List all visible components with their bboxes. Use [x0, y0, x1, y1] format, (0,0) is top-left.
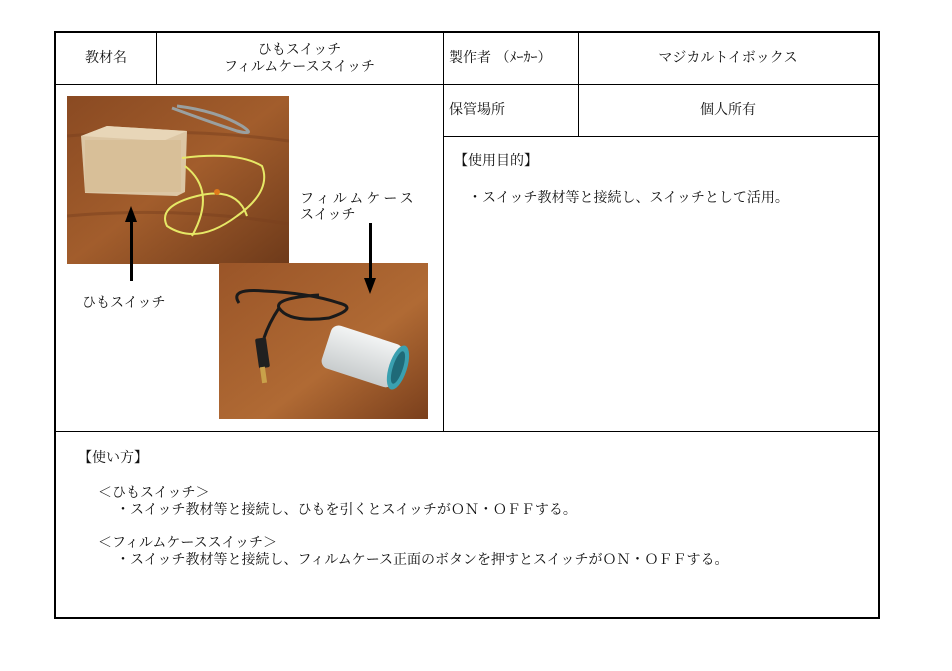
row-divider-2	[443, 136, 878, 137]
usage-item2-title: ＜フィルムケーススイッチ＞	[98, 535, 278, 551]
arrow-up-head	[125, 206, 137, 222]
purpose-text: ・スイッチ教材等と接続し、スイッチとして活用。	[468, 190, 789, 206]
purpose-heading: 【使用目的】	[454, 153, 538, 169]
usage-heading: 【使い方】	[78, 450, 148, 466]
col-divider-2	[443, 33, 444, 431]
maker-value: マジカルトイボックス	[658, 50, 798, 66]
material-label: 教材名	[85, 50, 127, 66]
usage-item2-text: ・スイッチ教材等と接続し、フィルムケース正面のボタンを押すとスイッチがＯＮ・ＯＦＦする。	[116, 552, 729, 568]
material-name	[156, 33, 443, 84]
storage-value: 個人所有	[700, 101, 756, 118]
string-switch-label: ひもスイッチ	[82, 295, 166, 311]
arrow-up-line	[130, 221, 133, 281]
film-case-switch-photo	[219, 263, 428, 419]
material-name-line1: ひもスイッチ	[257, 41, 342, 58]
material-name-line2: フィルムケーススイッチ	[223, 58, 376, 75]
arrow-down-line	[369, 223, 372, 278]
maker-label: 製作者 （ﾒｰｶｰ）	[449, 50, 552, 66]
document-sheet	[54, 31, 880, 619]
string-switch-photo	[67, 96, 289, 264]
film-case-label-line2: スイッチ	[300, 207, 356, 223]
arrow-down-head	[364, 278, 376, 294]
usage-item1-text: ・スイッチ教材等と接続し、ひもを引くとスイッチがＯＮ・ＯＦＦする。	[116, 502, 577, 518]
storage-label: 保管場所	[449, 101, 505, 118]
string-switch-photo-image	[67, 96, 289, 264]
film-case-label-line1: フィルムケース	[300, 191, 417, 207]
film-case-switch-photo-image	[219, 263, 428, 419]
row-divider-3	[56, 431, 878, 432]
usage-item1-title: ＜ひもスイッチ＞	[98, 485, 210, 501]
